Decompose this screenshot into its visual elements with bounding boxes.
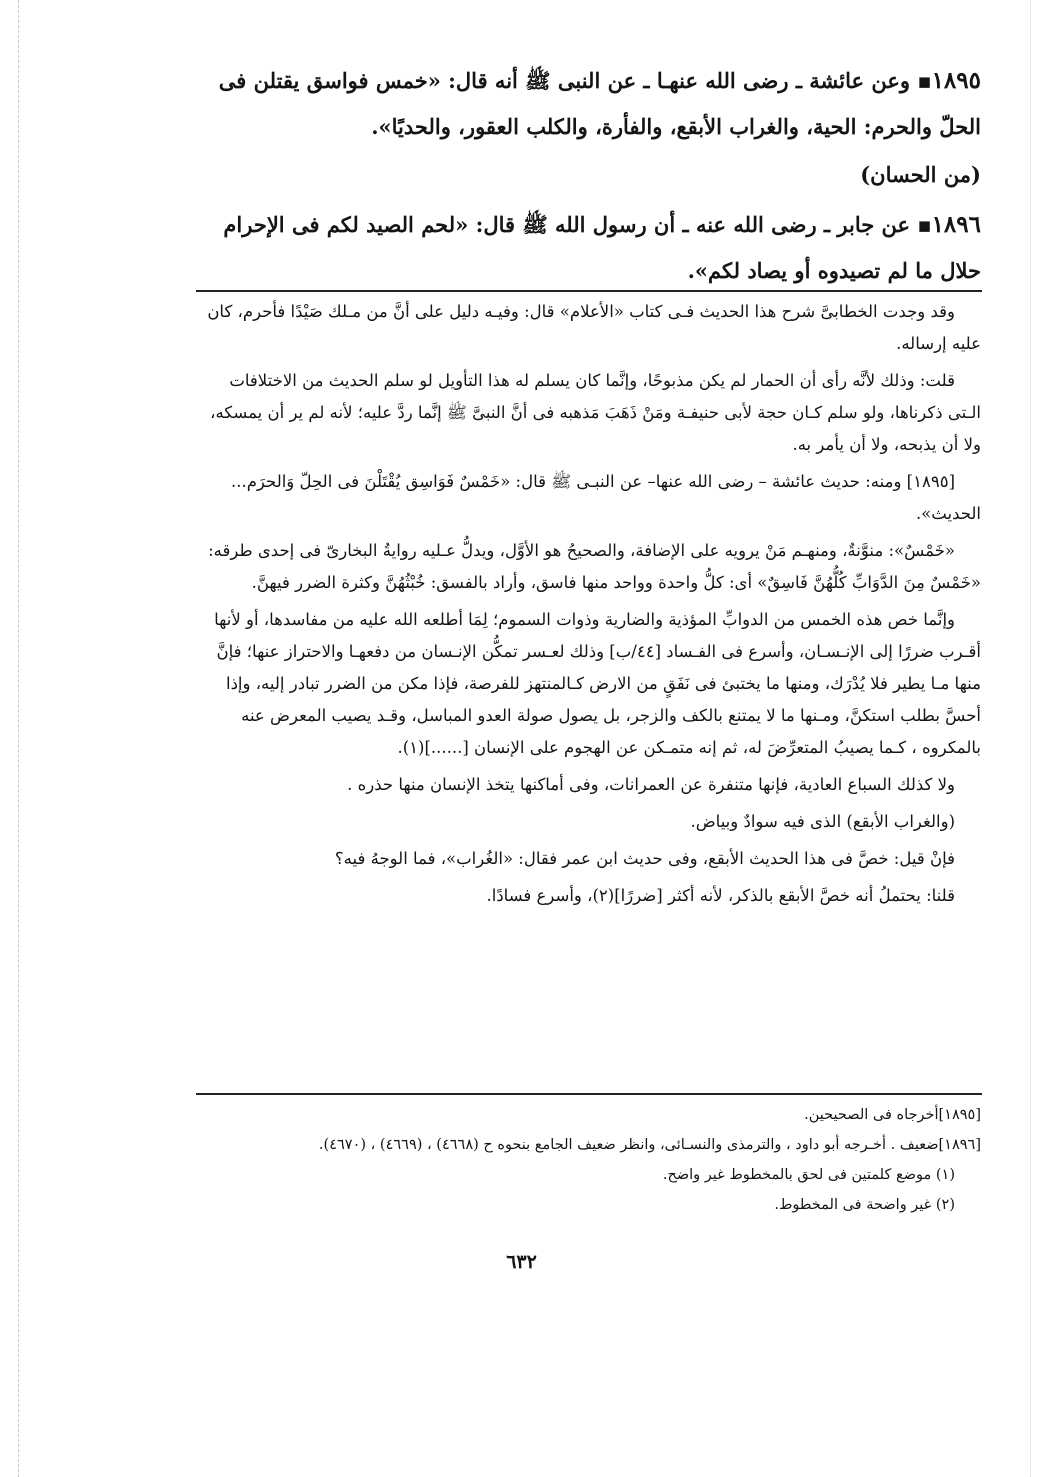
hadith-text: عن جابر ـ رضى الله عنه ـ أن رسول الله ﷺ قال: «لحم الصيد لكم فى الإحرام حلال ما لم تصيدوه أو يصاد لكم».	[223, 212, 981, 283]
footnote-divider	[196, 1093, 982, 1095]
commentary-paragraph: وقد وجدت الخطابىَّ شرح هذا الحديث فـى كتاب «الأعلام» قال: وفيـه دليل على أنَّ من مـلك صَيْدًا فأحرم، كان عليه إرساله.	[207, 302, 981, 353]
commentary-paragraph: قلت: وذلك لأنَّه رأى أن الحمار لم يكن مذبوحًا، وإنَّما كان يسلم له هذا التأويل لو سلم الحديث من الاختلافات الـتى ذكرناها، ولو سلم كـان حجة لأبى حنيفـة ومَنْ ذَهَبَ مَذهبه فى أنَّ النبىَّ ﷺ إنَّما ردَّ عليه؛ لأنه لم ير أن يمسكه، ولا أن يذبحه، ولا أن يأمر به.	[210, 371, 981, 454]
page-number: ٦٣٢	[506, 1251, 537, 1273]
section-divider	[196, 290, 982, 292]
footnote-hadith-1895: [١٨٩٥]أخرجاه فى الصحيحين.	[804, 1107, 981, 1123]
commentary-paragraph: قلنا: يحتملُ أنه خصَّ الأبقع بالذكر، لأنه أكثر [ضررًا](٢)، وأسرع فسادًا.	[486, 886, 955, 905]
commentary-paragraph: ولا كذلك السباع العادية، فإنها متنفرة عن العمرانات، وفى أماكنها يتخذ الإنسان منها حذره .	[347, 775, 955, 794]
footnote-1: (١) موضع كلمتين فى لحق بالمخطوط غير واضح.	[662, 1167, 955, 1183]
commentary-paragraph: «خَمْسٌ»: منوَّنةٌ، ومنهـم مَنْ يرويه على الإضافة، والصحيحُ هو الأوَّل، ويدلُّ عـليه روايةُ البخارىّ فى إحدى طرقه: «خَمْسٌ مِنَ الدَّوَابِّ كُلُّهُنَّ فَاسِقٌ» أى: كلُّ واحدة وواحد منها فاسق، وأراد بالفسق: خُبْثُهُنَّ وكثرة الضرر فيهنَّ.	[208, 541, 981, 592]
hadith-source: (من الحسان)	[860, 162, 981, 187]
footnote-2: (٢) غير واضحة فى المخطوط.	[774, 1197, 955, 1213]
hadith-number: ١٨٩٦	[931, 211, 981, 238]
commentary-paragraph: (والغراب الأبقع) الذى فيه سوادٌ وبياض.	[690, 812, 955, 831]
hadith-number: ١٨٩٥	[931, 67, 981, 94]
footnotes-section	[195, 1100, 981, 1220]
commentary-paragraph: وإنَّما خص هذه الخمس من الدوابِّ المؤذية والضارية وذوات السموم؛ لِمَا أطلعه الله عليه من مفاسدها، أو لأنها أقـرب ضررًا إلى الإنـسـان، وأسرع فى الفـساد [٤٤/ب] وذلك لعـسر تمكُّن الإنـسان من دفعهـا والاحتراز عنها؛ فإنَّ منها مـا يطير فلا يُدْرَك، ومنها ما يختبئ فى نَفَقٍ من الارض كـالمنتهز للفرصة، فإذا مكن من الضرر تبادر إليه، وإذا أحسَّ بطلب استكنَّ، ومـنها ما لا يمتنع بالكف والزجر، بل يصول صولة العدو المباسل، وقـد يصيب المعرض عنه بالمكروه ، كـما يصيبُ المتعرِّضَ له، ثم إنه متمـكن عن الهجوم على الإنسان [......](١).	[214, 610, 981, 757]
commentary-paragraph: [١٨٩٥] ومنه: حديث عائشة – رضى الله عنها– عن النبـى ﷺ قال: «خَمْسٌ فَوَاسِق يُقْتَلْنَ فى الحِلّ وَالحرَم... الحديث».	[230, 472, 981, 523]
hadith-1895: ١٨٩٥▪ وعن عائشة ـ رضى الله عنهـا ـ عن النبى ﷺ أنه قال: «خمس فواسق يقتلن فى الحلّ والحرم: الحية، والغراب الأبقع، والفأرة، والكلب العقور، والحديًا».	[218, 67, 981, 139]
commentary-paragraph: فإنْ قيل: خصَّ فى هذا الحديث الأبقع، وفى حديث ابن عمر فقال: «الغُراب»، فما الوجهُ فيه؟	[334, 849, 955, 868]
footnote-hadith-1896: [١٨٩٦]ضعيف . أخـرجه أبو داود ، والترمذى والنسـائى، وانظر ضعيف الجامع بنحوه ح (٤٦٦٨) ، (٤٦٦٩) ، (٤٦٧٠).	[318, 1137, 981, 1153]
hadith-section	[195, 58, 981, 294]
hadith-1896: ١٨٩٦▪ عن جابر ـ رضى الله عنه ـ أن رسول الله ﷺ قال: «لحم الصيد لكم فى الإحرام حلال ما لم تصيدوه أو يصاد لكم».	[223, 211, 981, 283]
commentary-section	[195, 296, 981, 917]
hadith-text: وعن عائشة ـ رضى الله عنهـا ـ عن النبى ﷺ أنه قال: «خمس فواسق يقتلن فى الحلّ والحرم: الحية، والغراب الأبقع، والفأرة، والكلب العقور، والحديًا».	[218, 68, 981, 139]
